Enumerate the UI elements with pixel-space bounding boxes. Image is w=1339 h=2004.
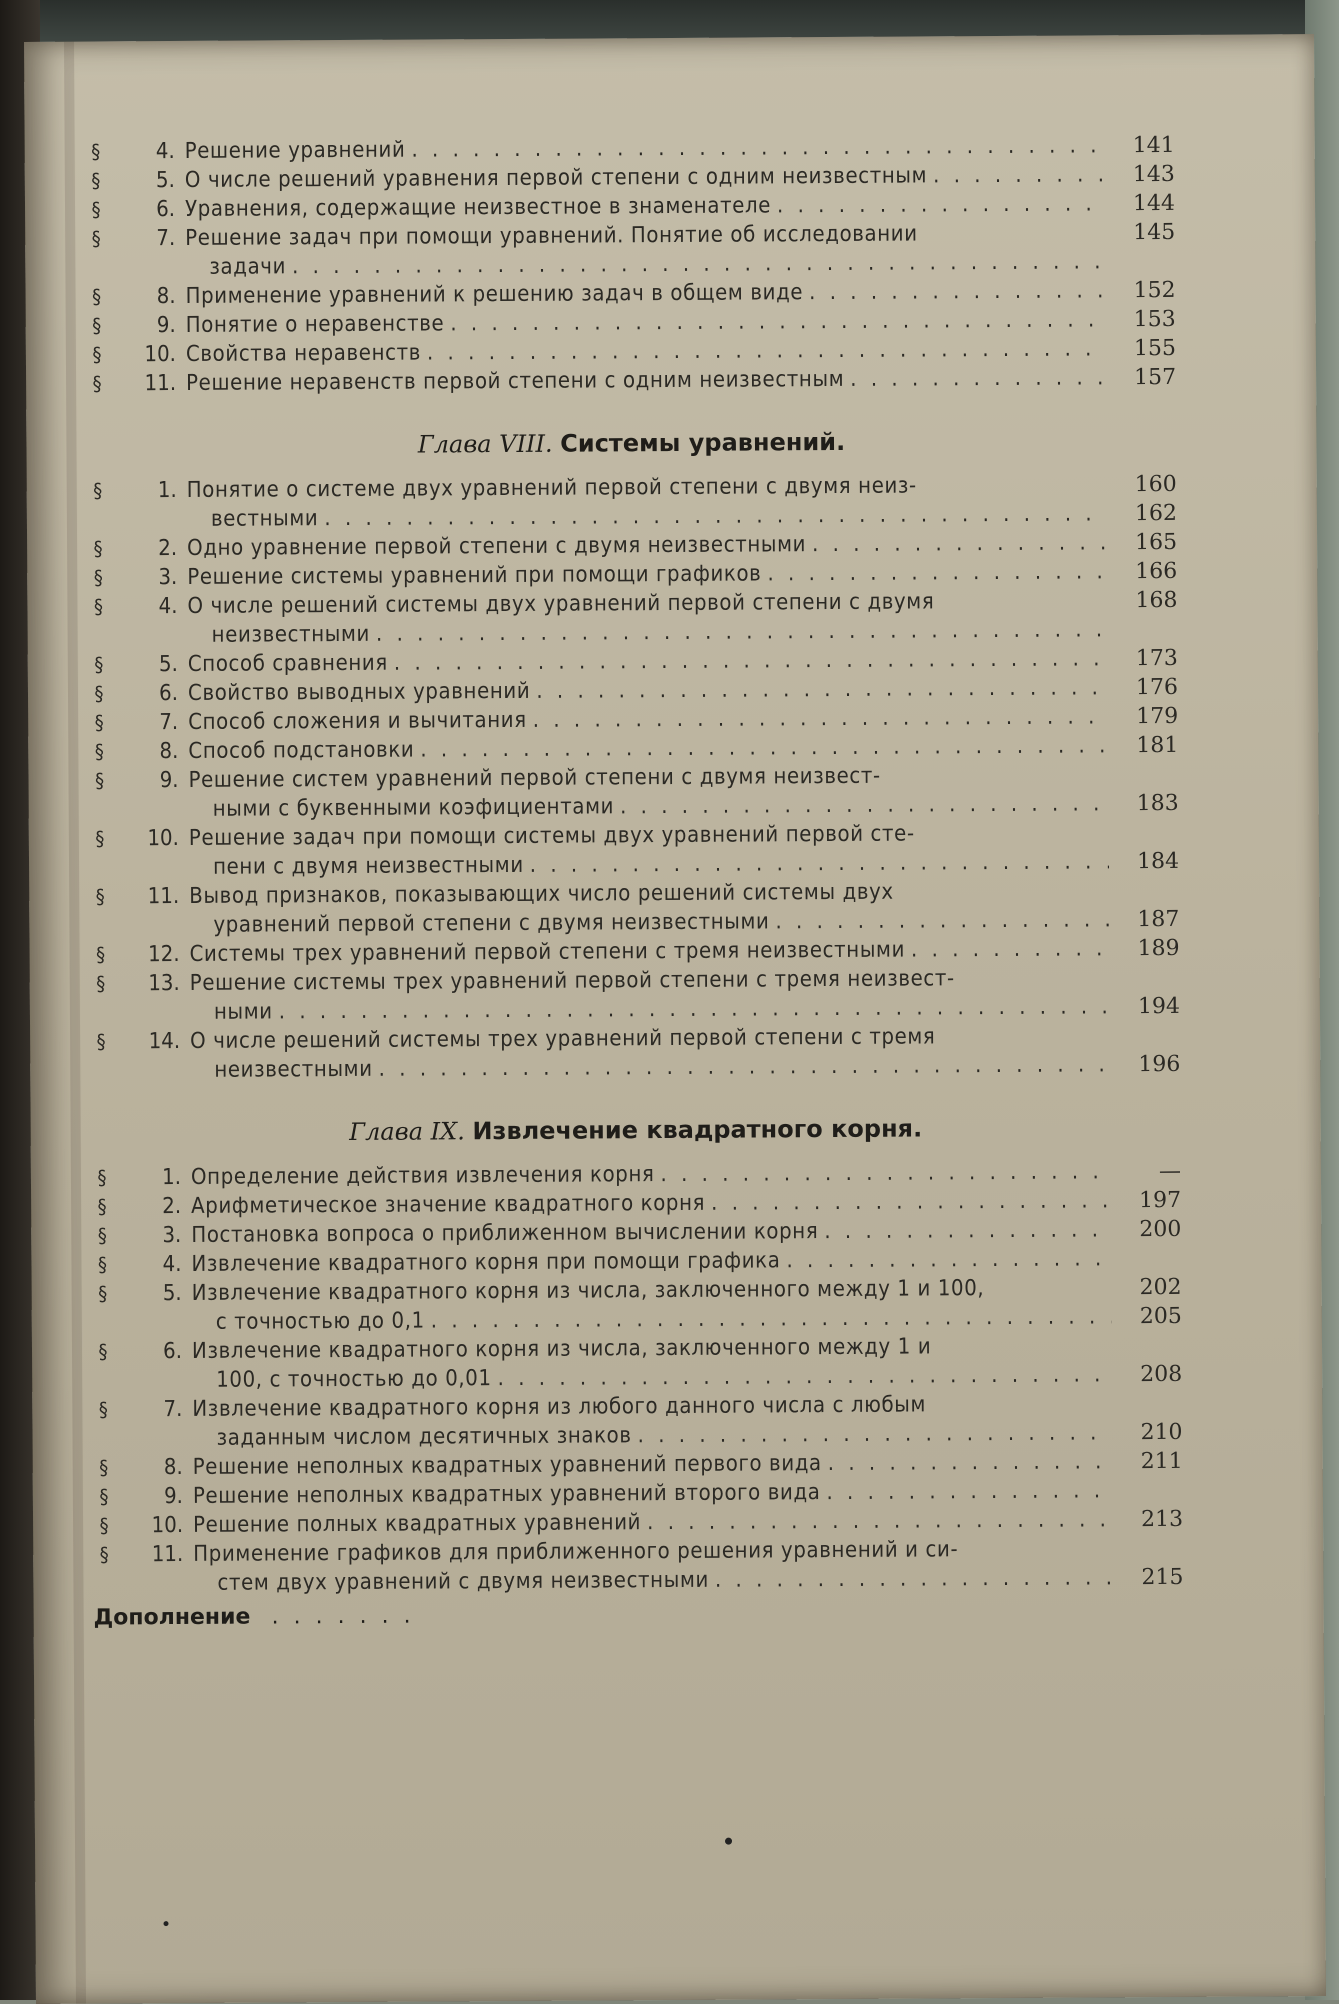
page-number: 202 bbox=[1116, 1273, 1182, 1302]
page-number: 196 bbox=[1114, 1050, 1180, 1079]
entry-text: Решение задач при помощи уравнений. Понятие об исследовании bbox=[185, 219, 918, 252]
entry-text: О числе решений уравнения первой степени с одним неизвестным bbox=[185, 161, 927, 195]
section-sign: § bbox=[87, 534, 109, 563]
section-sign: § bbox=[88, 679, 110, 708]
entry-number: 5. bbox=[130, 650, 178, 679]
entry-number: 11. bbox=[135, 1540, 183, 1569]
dot-leader bbox=[632, 1418, 1113, 1450]
dot-leader bbox=[780, 1244, 1111, 1275]
entry-text: Свойство выводных уравнений bbox=[188, 677, 530, 708]
entry-text: Понятие о неравенстве bbox=[186, 309, 445, 340]
page-number: 211 bbox=[1117, 1447, 1183, 1476]
chapter-label: Глава VIII. bbox=[418, 430, 561, 459]
section-sign: § bbox=[85, 166, 107, 195]
section-sign: § bbox=[85, 137, 107, 166]
entry-text: ными bbox=[214, 997, 273, 1026]
entry-text: Уравнения, содержащие неизвестное в знаменателе bbox=[185, 191, 771, 224]
entry-text: Извлечение квадратного корня из числа, заключенного между 1 и bbox=[192, 1332, 931, 1366]
ink-spot bbox=[725, 1838, 732, 1845]
dot-leader bbox=[844, 363, 1106, 394]
page-number: 181 bbox=[1112, 731, 1178, 760]
entry-number: 10. bbox=[128, 340, 176, 369]
dot-leader bbox=[492, 1360, 1113, 1393]
entry-number: 4. bbox=[127, 137, 175, 166]
dot-leader bbox=[530, 673, 1108, 706]
page-number: 168 bbox=[1111, 586, 1177, 615]
entry-number: 10. bbox=[131, 824, 179, 853]
entry-number: 5. bbox=[127, 166, 175, 195]
entry-text: Способ сравнения bbox=[188, 649, 388, 679]
entry-number: 3. bbox=[129, 563, 177, 592]
chapter-heading bbox=[90, 1097, 1180, 1164]
page-number: 162 bbox=[1111, 499, 1177, 528]
entry-number: 11. bbox=[128, 369, 176, 398]
section-sign: § bbox=[91, 1163, 113, 1192]
dot-leader bbox=[709, 1563, 1114, 1594]
entry-text: вестными bbox=[211, 504, 319, 534]
section-sign: § bbox=[88, 766, 110, 795]
dot-leader bbox=[761, 557, 1107, 588]
entry-text: Определение действия извлечения корня bbox=[191, 1160, 655, 1192]
dot-leader bbox=[272, 1597, 424, 1638]
page-number: 144 bbox=[1109, 189, 1175, 218]
page-number: 200 bbox=[1115, 1215, 1181, 1244]
entry-text: заданным числом десятичных знаков bbox=[216, 1421, 631, 1453]
section-sign: § bbox=[93, 1511, 115, 1540]
dot-leader bbox=[373, 1050, 1111, 1084]
section-sign: § bbox=[90, 940, 112, 969]
page-number: 176 bbox=[1112, 673, 1178, 702]
entry-text: Постановка вопроса о приближенном вычислении корня bbox=[191, 1217, 818, 1250]
page-number: 213 bbox=[1117, 1505, 1183, 1534]
dot-leader bbox=[614, 789, 1109, 821]
chapter-heading bbox=[86, 410, 1176, 477]
entry-text: уравнений первой степени с двумя неизвестными bbox=[213, 907, 769, 939]
dot-leader bbox=[370, 615, 1108, 649]
entry-number: 7. bbox=[127, 224, 175, 253]
entry-text: неизвестными bbox=[214, 1055, 373, 1085]
dot-leader bbox=[405, 131, 1104, 164]
entry-number: 7. bbox=[134, 1395, 182, 1424]
page-number: 184 bbox=[1113, 847, 1179, 876]
page-number: 145 bbox=[1109, 218, 1175, 247]
dot-leader bbox=[705, 1186, 1111, 1217]
dot-leader bbox=[654, 1157, 1111, 1189]
dot-leader bbox=[527, 702, 1109, 735]
book-page bbox=[24, 34, 1326, 2004]
entry-text: Решение системы уравнений при помощи графиков bbox=[187, 559, 761, 592]
entry-text: Извлечение квадратного корня из числа, заключенного между 1 и 100, bbox=[192, 1274, 985, 1308]
page-number: 165 bbox=[1111, 528, 1177, 557]
page-number: 197 bbox=[1115, 1186, 1181, 1215]
section-sign: § bbox=[88, 708, 110, 737]
entry-text: Решение неполных квадратных уравнений первого вида bbox=[193, 1449, 822, 1482]
entry-text: с точностью до 0,1 bbox=[216, 1307, 425, 1337]
page-number: 187 bbox=[1113, 905, 1179, 934]
page-number: 155 bbox=[1110, 334, 1176, 363]
section-sign: § bbox=[92, 1395, 114, 1424]
page-number: 157 bbox=[1110, 363, 1176, 392]
entry-number: 2. bbox=[129, 534, 177, 563]
entry-text: Применение графиков для приближенного решения уравнений и си- bbox=[193, 1535, 958, 1569]
page-number: 143 bbox=[1109, 160, 1175, 189]
entry-number: 8. bbox=[130, 737, 178, 766]
entry-text: Применение уравнений к решению задач в общем виде bbox=[185, 278, 803, 311]
section-sign: § bbox=[92, 1279, 114, 1308]
entry-text: Одно уравнение первой степени с двумя неизвестными bbox=[187, 530, 806, 563]
chapter-title: Извлечение квадратного корня. bbox=[472, 1114, 922, 1145]
section-sign: § bbox=[93, 1453, 115, 1482]
page-number: 179 bbox=[1112, 702, 1178, 731]
section-sign: § bbox=[87, 563, 109, 592]
entry-number: 1. bbox=[133, 1163, 181, 1192]
entry-text: Системы трех уравнений первой степени с тремя неизвестными bbox=[190, 936, 906, 969]
entry-number: 10. bbox=[135, 1511, 183, 1540]
dot-leader bbox=[806, 528, 1107, 559]
page-number: 166 bbox=[1111, 557, 1177, 586]
section-sign: § bbox=[90, 969, 112, 998]
dot-leader bbox=[444, 305, 1106, 338]
entry-number: 11. bbox=[131, 882, 179, 911]
chapter-label: Глава IX. bbox=[349, 1117, 472, 1146]
entry-number: 12. bbox=[132, 940, 180, 969]
entry-text: неизвестными bbox=[212, 620, 371, 650]
section-sign: § bbox=[88, 650, 110, 679]
page-number: 141 bbox=[1109, 131, 1175, 160]
ink-spot bbox=[163, 1921, 168, 1926]
dot-leader bbox=[421, 334, 1106, 367]
entry-text: Арифметическое значение квадратного корня bbox=[191, 1189, 705, 1221]
table-of-contents bbox=[85, 131, 1184, 1639]
section-sign: § bbox=[91, 1250, 113, 1279]
entry-number: 6. bbox=[130, 679, 178, 708]
entry-text: Решение неравенств первой степени с одним неизвестным bbox=[186, 365, 844, 398]
entry-text: О числе решений системы двух уравнений первой степени с двумя bbox=[187, 587, 934, 621]
dot-leader bbox=[820, 1476, 1113, 1507]
dot-leader bbox=[905, 934, 1110, 964]
entry-text: Решение полных квадратных уравнений bbox=[193, 1508, 641, 1540]
entry-text: Извлечение квадратного корня из любого данного числа с любым bbox=[192, 1390, 926, 1423]
section-sign: § bbox=[87, 476, 109, 505]
section-sign: § bbox=[92, 1337, 114, 1366]
entry-number: 8. bbox=[135, 1453, 183, 1482]
page-number: 215 bbox=[1117, 1563, 1183, 1592]
dot-leader bbox=[388, 644, 1108, 677]
entry-text: Свойства неравенств bbox=[186, 339, 421, 369]
section-sign: § bbox=[91, 1192, 113, 1221]
chapter-title: Системы уравнений. bbox=[560, 428, 845, 458]
section-sign: § bbox=[93, 1540, 115, 1569]
entry-number: 6. bbox=[127, 195, 175, 224]
section-sign: § bbox=[85, 282, 107, 311]
entry-text: Способ сложения и вычитания bbox=[188, 706, 527, 737]
entry-text: пени с двумя неизвестными bbox=[213, 851, 524, 882]
entry-number: 6. bbox=[134, 1337, 182, 1366]
section-sign: § bbox=[86, 369, 108, 398]
section-sign: § bbox=[86, 311, 108, 340]
page-number: 160 bbox=[1111, 470, 1177, 499]
page-gutter-shadow bbox=[64, 42, 86, 2004]
entry-number: 7. bbox=[130, 708, 178, 737]
entry-text: Решение уравнений bbox=[185, 136, 406, 166]
dot-leader bbox=[425, 1302, 1112, 1335]
section-sign: § bbox=[90, 1027, 112, 1056]
entry-text: Вывод признаков, показывающих число решений системы двух bbox=[189, 878, 894, 911]
page-number: 173 bbox=[1112, 644, 1178, 673]
dot-leader bbox=[641, 1505, 1113, 1537]
dot-leader bbox=[803, 276, 1106, 307]
section-sign: § bbox=[88, 737, 110, 766]
supplement-entry bbox=[94, 1592, 1184, 1639]
page-number: 210 bbox=[1116, 1418, 1182, 1447]
section-sign: § bbox=[89, 824, 111, 853]
entry-text: стем двух уравнений с двумя неизвестными bbox=[217, 1566, 709, 1598]
section-sign: § bbox=[93, 1482, 115, 1511]
entry-number: 4. bbox=[133, 1250, 181, 1279]
page-number: 205 bbox=[1116, 1302, 1182, 1331]
section-sign: § bbox=[89, 882, 111, 911]
entry-title bbox=[190, 1050, 1110, 1085]
entry-text: Решение задач при помощи системы двух уравнений первой сте- bbox=[189, 820, 915, 853]
page-number: 208 bbox=[1116, 1360, 1182, 1389]
dot-leader bbox=[927, 160, 1105, 190]
entry-number: 9. bbox=[128, 311, 176, 340]
dot-leader bbox=[822, 1447, 1113, 1478]
entry-number: 2. bbox=[133, 1192, 181, 1221]
section-sign: § bbox=[86, 340, 108, 369]
dot-leader bbox=[818, 1215, 1111, 1246]
page-number: 183 bbox=[1113, 789, 1179, 818]
entry-number: 13. bbox=[132, 969, 180, 998]
entry-text: О числе решений системы трех уравнений первой степени с тремя bbox=[190, 1022, 935, 1056]
entry-number: 4. bbox=[129, 592, 177, 621]
dot-leader bbox=[414, 731, 1108, 764]
section-sign: § bbox=[85, 224, 107, 253]
entry-title bbox=[186, 363, 1106, 398]
entry-text: Решение систем уравнений первой степени с двумя неизвест- bbox=[188, 762, 880, 795]
entry-text: Понятие о системе двух уравнений первой степени с двумя неиз- bbox=[187, 471, 917, 504]
page-number: 194 bbox=[1114, 992, 1180, 1021]
section-sign: § bbox=[87, 592, 109, 621]
entry-number: 9. bbox=[135, 1482, 183, 1511]
dot-leader bbox=[769, 905, 1109, 936]
section-sign: § bbox=[91, 1221, 113, 1250]
section-sign: § bbox=[85, 195, 107, 224]
entry-text: Способ подстановки bbox=[188, 736, 414, 766]
page-number: 152 bbox=[1109, 276, 1175, 305]
entry-text: Решение неполных квадратных уравнений второго вида bbox=[193, 1478, 821, 1511]
entry-text: задачи bbox=[209, 252, 286, 281]
entry-number: 3. bbox=[133, 1221, 181, 1250]
page-number: — bbox=[1115, 1157, 1181, 1186]
entry-number: 1. bbox=[129, 476, 177, 505]
dot-leader bbox=[524, 847, 1109, 880]
entry-number: 8. bbox=[127, 282, 175, 311]
entry-number: 5. bbox=[134, 1279, 182, 1308]
entry-text: Извлечение квадратного корня при помощи графика bbox=[191, 1246, 780, 1279]
dot-leader bbox=[771, 189, 1105, 220]
page-number: 153 bbox=[1110, 305, 1176, 334]
entry-text: ными с буквенными коэфициентами bbox=[213, 792, 614, 823]
page-number: 189 bbox=[1113, 934, 1179, 963]
entry-text: Решение системы трех уравнений первой степени с тремя неизвест- bbox=[190, 964, 955, 998]
entry-text: 100, с точностью до 0,01 bbox=[216, 1364, 492, 1395]
supplement-label: Дополнение bbox=[94, 1598, 251, 1639]
entry-number: 9. bbox=[130, 766, 178, 795]
entry-number: 14. bbox=[132, 1027, 180, 1056]
